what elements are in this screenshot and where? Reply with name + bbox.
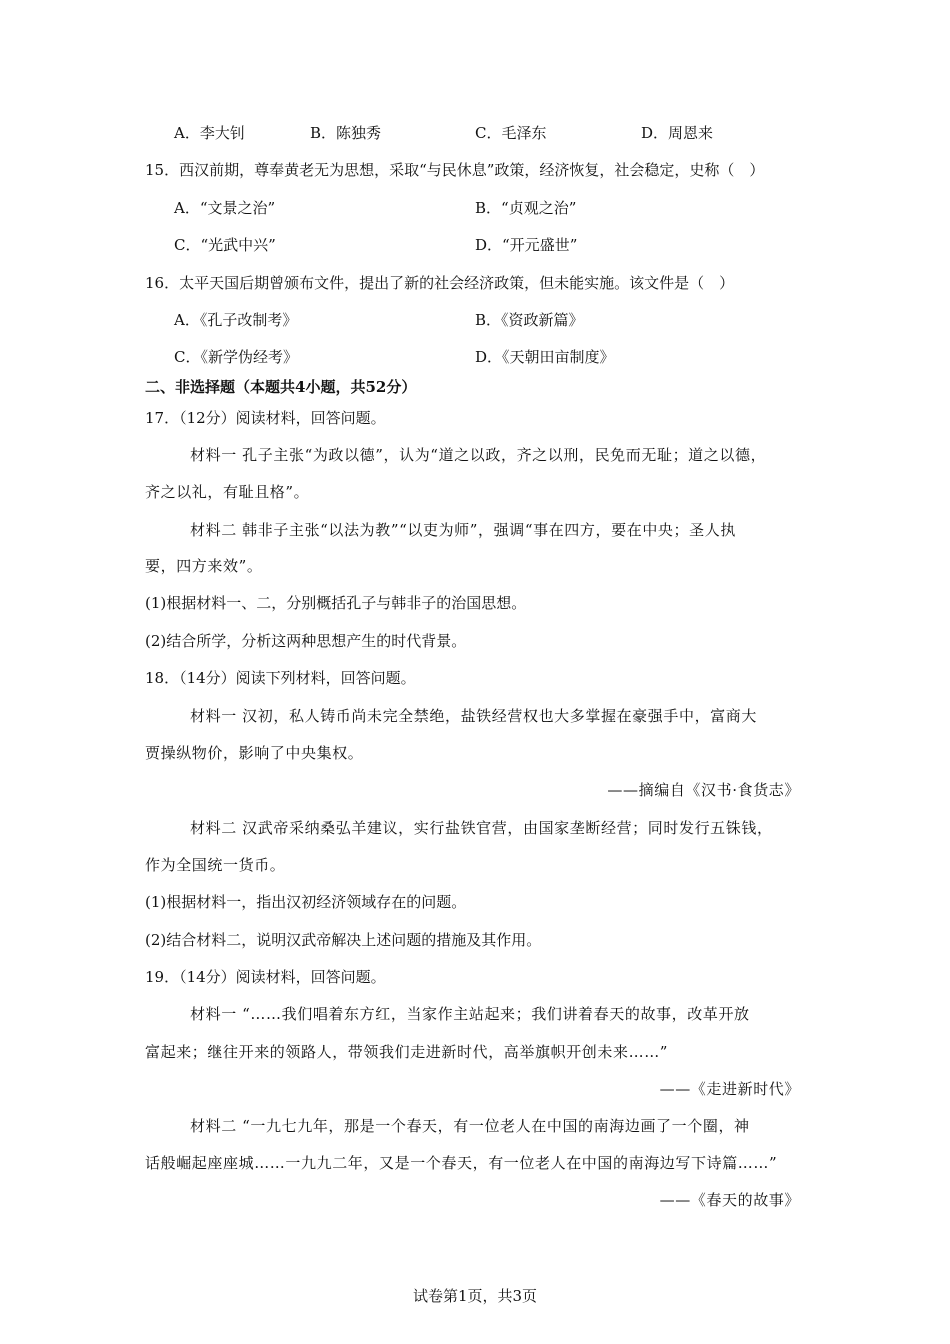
q19-material1-line2: 富起来；继往开来的领路人，带领我们走进新时代，高举旗帜开创未来……” (145, 1043, 669, 1061)
q14-option-b: B．陈独秀 (310, 124, 382, 142)
q18-material2-line1: 材料二 汉武帝采纳桑弘羊建议，实行盐铁官营，由国家垄断经营；同时发行五铢钱， (190, 819, 773, 837)
q17-stem: 17．（12分）阅读材料，回答问题。 (145, 409, 386, 427)
q16-option-a: A．《孔子改制考》 (174, 311, 298, 329)
q18-sub1: (1)根据材料一，指出汉初经济领域存在的问题。 (145, 893, 467, 911)
q17-sub1: (1)根据材料一、二，分别概括孔子与韩非子的治国思想。 (145, 594, 527, 612)
q14-option-c: C．毛泽东 (475, 124, 547, 142)
q18-material1-line1: 材料一 汉初，私人铸币尚未完全禁绝，盐铁经营权也大多掌握在豪强手中，富商大 (190, 707, 757, 725)
q18-sub2: (2)结合材料二，说明汉武帝解决上述问题的措施及其作用。 (145, 931, 542, 949)
q19-material2-source: ——《春天的故事》 (659, 1191, 800, 1209)
q16-option-c: C．《新学伪经考》 (174, 348, 298, 366)
q17-sub2: (2)结合所学，分析这两种思想产生的时代背景。 (145, 632, 467, 650)
q15-option-b: B．“贞观之治” (475, 199, 577, 217)
q15-option-a: A．“文景之治” (174, 199, 276, 217)
q19-material2-line2: 话般崛起座座城……一九九二年，又是一个春天，有一位老人在中国的南海边写下诗篇……” (145, 1154, 778, 1172)
q16-option-b: B．《资政新篇》 (475, 311, 584, 329)
q16-option-d: D．《天朝田亩制度》 (475, 348, 615, 366)
q19-stem: 19．（14分）阅读材料，回答问题。 (145, 968, 386, 986)
q17-material2-line1: 材料二 韩非子主张“以法为教”“以吏为师”，强调“事在四方，要在中央；圣人执 (190, 521, 736, 539)
q18-stem: 18．（14分）阅读下列材料，回答问题。 (145, 669, 416, 687)
q19-material1-source: ——《走进新时代》 (659, 1080, 800, 1098)
q15-option-d: D．“开元盛世” (475, 236, 578, 254)
q18-material1-source: ——摘编自《汉书·食货志》 (607, 781, 800, 799)
section-heading: 二、非选择题（本题共4小题，共52分） (145, 378, 417, 396)
q14-option-a: A．李大钊 (174, 124, 245, 142)
q15-stem: 15．西汉前期，尊奉黄老无为思想，采取“与民休息”政策，经济恢复，社会稳定，史称（ ） (145, 161, 765, 179)
q15-option-c: C．“光武中兴” (174, 236, 276, 254)
page-footer: 试卷第1页，共3页 (412, 1287, 538, 1305)
q17-material2-line2: 要，四方来效”。 (145, 557, 263, 575)
q19-material2-line1: 材料二 “一九七九年，那是一个春天，有一位老人在中国的南海边画了一个圈，神 (190, 1117, 750, 1135)
q17-material1-line2: 齐之以礼，有耻且格”。 (145, 483, 310, 501)
q19-material1-line1: 材料一 “……我们唱着东方红，当家作主站起来；我们讲着春天的故事，改革开放 (190, 1005, 750, 1023)
q16-stem: 16．太平天国后期曾颁布文件，提出了新的社会经济政策，但未能实施。该文件是（ ） (145, 274, 735, 292)
q14-option-d: D．周恩来 (641, 124, 714, 142)
q18-material1-line2: 贾操纵物价，影响了中央集权。 (145, 744, 364, 762)
q18-material2-line2: 作为全国统一货币。 (145, 856, 286, 874)
q17-material1-line1: 材料一 孔子主张“为政以德”，认为“道之以政，齐之以刑，民免而无耻；道之以德， (190, 446, 767, 464)
